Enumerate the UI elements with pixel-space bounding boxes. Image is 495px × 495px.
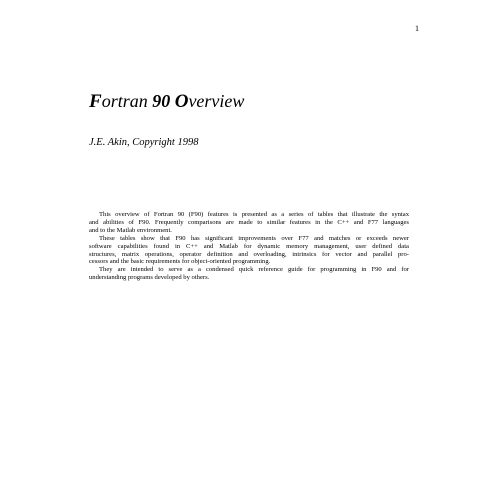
paragraph-line: understanding programs developed by others.	[89, 274, 210, 282]
title-initial-o: O	[174, 91, 189, 112]
paragraph-1	[89, 211, 409, 235]
paragraph-line: These tables show that F90 has significant improvements over F77 and matches or exceeds newer	[99, 234, 409, 242]
paragraph-2	[89, 235, 409, 267]
title-initial-f: F	[89, 91, 102, 112]
title-number-90: 90	[152, 91, 175, 111]
paragraph-line: This overview of Fortran 90 (F90) features is presented as a series of tables that illustrate the syntax	[99, 211, 409, 218]
paragraph-line: cessors and the basic requirements for object-oriented programming.	[89, 258, 271, 266]
paragraph-line: They are intended to serve as a condensed quick reference guide for programming in F90 and for	[99, 266, 409, 274]
author-byline: J.E. Akin, Copyright 1998	[89, 137, 199, 148]
document-title	[89, 90, 244, 113]
paragraph-3	[89, 266, 409, 282]
overview-body	[89, 211, 409, 282]
paragraph-line: software capabilities found in C++ and Matlab for dynamic memory management, user defined data	[89, 242, 409, 250]
title-word-fortran: ortran	[101, 91, 153, 111]
title-word-overview: verview	[188, 91, 245, 111]
page-number: 1	[415, 24, 419, 33]
paragraph-line: and abilities of F90. Frequently comparisons are made to similar features in the C++ and F77 languages	[89, 218, 409, 226]
paragraph-line: structures, matrix operations, operator definition and overloading, intrinsics for vector and parallel pro-	[89, 250, 409, 258]
paragraph-line: and to the Matlab environment.	[89, 226, 172, 234]
